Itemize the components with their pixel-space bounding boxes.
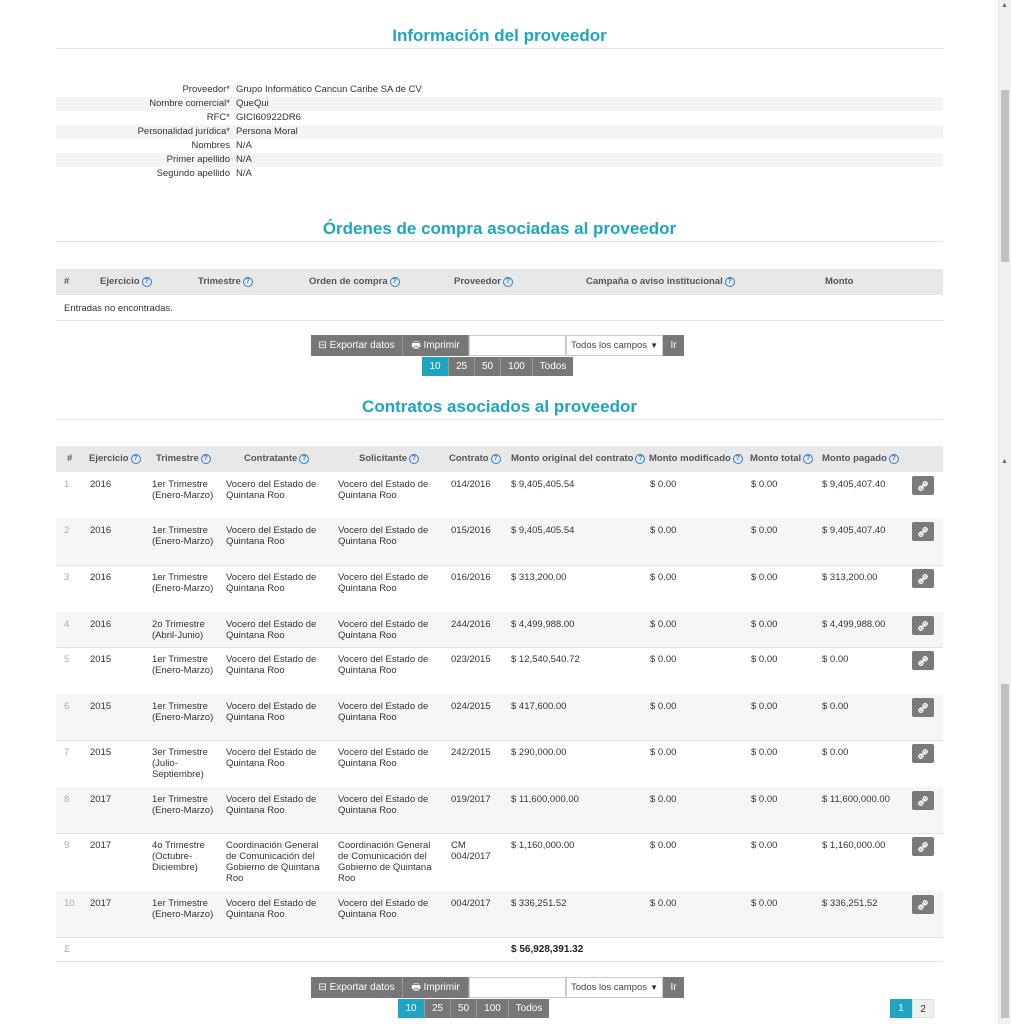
contract-trimestre: 1er Trimestre (Enero-Marzo)	[152, 479, 214, 501]
contract-monto-modificado: $ 0.00	[650, 794, 677, 805]
contracts-col-contratante-label: Contratante	[244, 453, 298, 464]
contract-contratante: Vocero del Estado de Quintana Roo	[226, 572, 317, 594]
contract-trimestre: 1er Trimestre (Enero-Marzo)	[152, 572, 214, 594]
contract-monto-pagado: $ 0.00	[822, 747, 849, 758]
page-size-50[interactable]: 50	[451, 999, 477, 1018]
view-contract-button[interactable]	[912, 616, 934, 635]
contract-ejercicio: 2016	[90, 619, 112, 630]
provider-info-label: Personalidad jurídica*	[137, 126, 230, 137]
print-button[interactable]	[403, 977, 469, 998]
orders-empty-row	[56, 296, 943, 321]
contracts-col-solicitante-label: Solicitante	[359, 453, 408, 464]
provider-info-row	[56, 125, 943, 139]
contracts-col-original-label: Monto original del contrato	[511, 453, 634, 464]
contracts-col-pagado-label: Monto pagado	[822, 453, 887, 464]
search-input[interactable]	[469, 977, 566, 998]
provider-info-label: RFC*	[206, 112, 230, 123]
printer-icon: 🖶	[411, 982, 424, 993]
link-icon	[918, 842, 928, 852]
contracts-table-header	[56, 446, 943, 472]
fields-select[interactable]	[566, 977, 663, 998]
contract-monto-total: $ 0.00	[751, 619, 778, 630]
orders-toolbar	[311, 335, 691, 356]
fields-select-value: Todos los campos	[571, 982, 648, 993]
contract-monto-pagado: $ 0.00	[822, 654, 849, 665]
contract-solicitante: Vocero del Estado de Quintana Roo	[338, 479, 429, 501]
view-contract-button[interactable]	[912, 837, 934, 856]
page-scrollbar[interactable]	[998, 0, 1011, 1024]
help-icon[interactable]: ?	[635, 454, 645, 464]
printer-icon: 🖶	[411, 340, 424, 351]
contract-monto-total: $ 0.00	[751, 525, 778, 536]
table-row	[56, 891, 943, 938]
contracts-col-trimestre-label: Trimestre	[156, 453, 199, 464]
contract-ejercicio: 2015	[90, 654, 112, 665]
contract-contratante: Vocero del Estado de Quintana Roo	[226, 654, 317, 676]
page-size-50[interactable]: 50	[475, 357, 501, 376]
orders-col-ejercicio[interactable]	[100, 269, 152, 295]
export-icon: ⊟	[318, 340, 330, 351]
provider-info-label: Nombre comercial*	[149, 98, 230, 109]
provider-info-label: Nombres	[191, 140, 230, 151]
contracts-title: Contratos asociados al proveedor	[56, 397, 943, 420]
contract-solicitante: Vocero del Estado de Quintana Roo	[338, 747, 429, 769]
contract-trimestre: 1er Trimestre (Enero-Marzo)	[152, 654, 214, 676]
help-icon[interactable]: ?	[142, 277, 152, 287]
page-size-25[interactable]: 25	[425, 999, 451, 1018]
contracts-col-modificado-label: Monto modificado	[649, 453, 731, 464]
help-icon[interactable]: ?	[725, 277, 735, 287]
link-icon	[918, 656, 928, 666]
page-1-button[interactable]: 1	[890, 999, 912, 1018]
contract-number: 023/2015	[451, 654, 491, 665]
contract-monto-total: $ 0.00	[751, 701, 778, 712]
contract-monto-original: $ 9,405,405.54	[511, 479, 575, 490]
link-icon	[918, 900, 928, 910]
contract-monto-modificado: $ 0.00	[650, 701, 677, 712]
provider-info-value: N/A	[236, 168, 252, 179]
provider-info-row	[56, 167, 943, 181]
export-icon: ⊟	[318, 982, 330, 993]
contracts-toolbar	[311, 977, 691, 998]
orders-col-campana[interactable]	[586, 269, 735, 295]
link-icon	[918, 703, 928, 713]
page-size-100[interactable]: 100	[501, 357, 533, 376]
orders-table-header	[56, 269, 943, 295]
dropdown-arrow-icon: ▼	[650, 983, 658, 992]
contract-trimestre: 1er Trimestre (Enero-Marzo)	[152, 701, 214, 723]
provider-info-label: Proveedor*	[182, 84, 230, 95]
contracts-col-total-label: Monto total	[750, 453, 802, 464]
contract-solicitante: Vocero del Estado de Quintana Roo	[338, 654, 429, 676]
contract-monto-modificado: $ 0.00	[650, 840, 677, 851]
link-icon	[918, 527, 928, 537]
view-contract-button[interactable]	[912, 476, 934, 495]
contract-monto-pagado: $ 11,600,000.00	[822, 794, 890, 805]
orders-col-orden[interactable]	[309, 269, 400, 295]
export-label: Exportar datos	[329, 340, 395, 351]
contracts-col-contratante[interactable]	[244, 446, 309, 472]
contract-solicitante: Vocero del Estado de Quintana Roo	[338, 619, 429, 641]
fields-select[interactable]	[566, 335, 663, 356]
orders-col-monto[interactable]: Monto	[825, 276, 854, 287]
contracts-col-trimestre[interactable]	[156, 446, 211, 472]
provider-info-title: Información del proveedor	[56, 26, 943, 49]
view-contract-button[interactable]	[912, 744, 934, 763]
provider-info-row	[56, 111, 943, 125]
contract-trimestre: 2o Trimestre (Abril-Junio)	[152, 619, 205, 641]
help-icon[interactable]: ?	[491, 454, 501, 464]
contract-monto-original: $ 11,600,000.00	[511, 794, 579, 805]
search-input[interactable]	[469, 335, 566, 356]
provider-info-value: QueQui	[236, 98, 269, 109]
contracts-col-total[interactable]	[750, 446, 813, 472]
contract-monto-modificado: $ 0.00	[650, 572, 677, 583]
provider-info-value: Grupo Informático Cancun Caribe SA de CV	[236, 84, 422, 95]
contract-ejercicio: 2017	[90, 794, 112, 805]
contract-monto-pagado: $ 4,499,988.00	[822, 619, 886, 630]
contract-number: 242/2015	[451, 747, 491, 758]
contract-monto-original: $ 4,499,988.00	[511, 619, 575, 630]
contracts-col-contrato-label: Contrato	[449, 453, 489, 464]
contract-contratante: Coordinación General de Comunicación del Gobierno de Quintana Roo	[226, 840, 320, 884]
contracts-col-contrato[interactable]	[449, 446, 501, 472]
contract-ejercicio: 2016	[90, 572, 112, 583]
contract-ejercicio: 2016	[90, 525, 112, 536]
table-row	[56, 472, 943, 519]
contract-solicitante: Coordinación General de Comunicación del Gobierno de Quintana Roo	[338, 840, 432, 884]
orders-col-trimestre[interactable]	[198, 269, 253, 295]
contract-monto-pagado: $ 0.00	[822, 701, 849, 712]
contract-monto-original: $ 336,251.52	[511, 898, 567, 909]
sum-symbol: Σ	[64, 944, 70, 955]
contract-monto-total: $ 0.00	[751, 654, 778, 665]
sum-total: $ 56,928,391.32	[511, 944, 584, 955]
view-contract-button[interactable]	[912, 651, 934, 670]
help-icon[interactable]: ?	[390, 277, 400, 287]
link-icon	[918, 574, 928, 584]
empty-message: Entradas no encontradas.	[64, 303, 173, 314]
contract-monto-pagado: $ 9,405,407.40	[822, 525, 886, 536]
print-label: Imprimir	[423, 982, 460, 993]
contract-monto-pagado: $ 313,200.00	[822, 572, 878, 583]
help-icon[interactable]: ?	[503, 277, 513, 287]
export-button[interactable]	[311, 977, 403, 998]
contract-contratante: Vocero del Estado de Quintana Roo	[226, 747, 317, 769]
contract-monto-original: $ 12,540,540.72	[511, 654, 580, 665]
page-size-25[interactable]: 25	[449, 357, 475, 376]
link-icon	[918, 481, 928, 491]
page-size-10[interactable]: 10	[422, 357, 449, 376]
contract-monto-total: $ 0.00	[751, 479, 778, 490]
provider-info-value: Persona Moral	[236, 126, 298, 137]
view-contract-button[interactable]	[912, 791, 934, 810]
print-label: Imprimir	[423, 340, 460, 351]
contract-number: CM 004/2017	[451, 840, 491, 862]
contract-monto-modificado: $ 0.00	[650, 654, 677, 665]
contract-ejercicio: 2015	[90, 701, 112, 712]
provider-info-row	[56, 153, 943, 167]
orders-col-proveedor-label: Proveedor	[454, 276, 501, 287]
contract-index: 2	[64, 525, 70, 536]
help-icon[interactable]: ?	[243, 277, 253, 287]
contracts-col-solicitante[interactable]	[359, 446, 419, 472]
export-button[interactable]	[311, 335, 403, 356]
contract-monto-modificado: $ 0.00	[650, 525, 677, 536]
contract-contratante: Vocero del Estado de Quintana Roo	[226, 479, 317, 501]
contract-index: 6	[64, 701, 70, 712]
contract-monto-original: $ 417,600.00	[511, 701, 567, 712]
orders-title: Órdenes de compra asociadas al proveedor	[56, 219, 943, 242]
view-contract-button[interactable]	[912, 569, 934, 588]
help-icon[interactable]: ?	[131, 454, 141, 464]
orders-col-index[interactable]: #	[64, 276, 70, 287]
table-row	[56, 694, 943, 741]
contract-number: 019/2017	[451, 794, 491, 805]
scrollbar-thumb-upper[interactable]	[1001, 90, 1009, 262]
table-row	[56, 787, 943, 834]
provider-info-value: N/A	[236, 140, 252, 151]
contract-monto-modificado: $ 0.00	[650, 479, 677, 490]
link-icon	[918, 621, 928, 631]
provider-info-label: Segundo apellido	[156, 168, 230, 179]
contract-contratante: Vocero del Estado de Quintana Roo	[226, 898, 317, 920]
table-row	[56, 518, 943, 566]
help-icon[interactable]: ?	[803, 454, 813, 464]
contracts-sum-row	[56, 937, 943, 962]
help-icon[interactable]: ?	[733, 454, 743, 464]
help-icon[interactable]: ?	[201, 454, 211, 464]
table-row	[56, 612, 943, 648]
contract-contratante: Vocero del Estado de Quintana Roo	[226, 525, 317, 547]
contract-index: 3	[64, 572, 70, 583]
contracts-col-modificado[interactable]	[649, 446, 743, 472]
go-button[interactable]: Ir	[663, 977, 684, 998]
contract-index: 7	[64, 747, 70, 758]
contract-solicitante: Vocero del Estado de Quintana Roo	[338, 701, 429, 723]
contract-index: 10	[64, 898, 75, 909]
provider-info-label: Primer apellido	[166, 154, 230, 165]
view-contract-button[interactable]	[912, 895, 934, 914]
provider-info-row	[56, 83, 943, 97]
contract-trimestre: 1er Trimestre (Enero-Marzo)	[152, 525, 214, 547]
contract-contratante: Vocero del Estado de Quintana Roo	[226, 619, 317, 641]
contract-ejercicio: 2016	[90, 479, 112, 490]
contract-monto-pagado: $ 1,160,000.00	[822, 840, 886, 851]
contract-monto-modificado: $ 0.00	[650, 898, 677, 909]
orders-col-trimestre-label: Trimestre	[198, 276, 241, 287]
view-contract-button[interactable]	[912, 698, 934, 717]
contract-monto-modificado: $ 0.00	[650, 619, 677, 630]
contract-ejercicio: 2015	[90, 747, 112, 758]
dropdown-arrow-icon: ▼	[650, 341, 658, 350]
contract-monto-modificado: $ 0.00	[650, 747, 677, 758]
orders-col-proveedor[interactable]	[454, 269, 513, 295]
contract-monto-original: $ 9,405,405.54	[511, 525, 575, 536]
scroll-up-arrow-icon[interactable]: ▲	[1001, 458, 1008, 465]
contract-monto-pagado: $ 9,405,407.40	[822, 479, 886, 490]
contract-contratante: Vocero del Estado de Quintana Roo	[226, 794, 317, 816]
contract-trimestre: 1er Trimestre (Enero-Marzo)	[152, 794, 214, 816]
provider-info-value: N/A	[236, 154, 252, 165]
page-size-10[interactable]: 10	[398, 999, 425, 1018]
contract-number: 244/2016	[451, 619, 491, 630]
contract-monto-total: $ 0.00	[751, 794, 778, 805]
page-2-button[interactable]: 2	[912, 999, 934, 1018]
contract-solicitante: Vocero del Estado de Quintana Roo	[338, 794, 429, 816]
link-icon	[918, 749, 928, 759]
contract-number: 014/2016	[451, 479, 491, 490]
orders-col-campana-label: Campaña o aviso institucional	[586, 276, 723, 287]
help-icon[interactable]: ?	[409, 454, 419, 464]
contract-number: 015/2016	[451, 525, 491, 536]
orders-col-orden-label: Orden de compra	[309, 276, 388, 287]
provider-info-value: GICI60922DR6	[236, 112, 301, 123]
table-row	[56, 833, 943, 892]
contract-monto-total: $ 0.00	[751, 840, 778, 851]
contract-contratante: Vocero del Estado de Quintana Roo	[226, 701, 317, 723]
provider-info-row	[56, 97, 943, 111]
contract-ejercicio: 2017	[90, 840, 112, 851]
contract-monto-total: $ 0.00	[751, 898, 778, 909]
contract-monto-total: $ 0.00	[751, 747, 778, 758]
contract-solicitante: Vocero del Estado de Quintana Roo	[338, 898, 429, 920]
export-label: Exportar datos	[329, 982, 395, 993]
contract-index: 4	[64, 619, 70, 630]
page-size-100[interactable]: 100	[477, 999, 509, 1018]
contract-ejercicio: 2017	[90, 898, 112, 909]
table-row	[56, 647, 943, 695]
provider-info-row	[56, 139, 943, 153]
contracts-col-ejercicio[interactable]	[89, 446, 141, 472]
contract-number: 004/2017	[451, 898, 491, 909]
contract-index: 5	[64, 654, 70, 665]
help-icon[interactable]: ?	[299, 454, 309, 464]
orders-col-ejercicio-label: Ejercicio	[100, 276, 140, 287]
table-row	[56, 740, 943, 788]
contract-index: 1	[64, 479, 70, 490]
view-contract-button[interactable]	[912, 522, 934, 541]
contract-solicitante: Vocero del Estado de Quintana Roo	[338, 525, 429, 547]
go-button[interactable]: Ir	[663, 335, 684, 356]
scrollbar-thumb[interactable]	[1001, 684, 1009, 1018]
contract-index: 8	[64, 794, 70, 805]
contract-trimestre: 4o Trimestre (Octubre-Diciembre)	[152, 840, 205, 873]
link-icon	[918, 796, 928, 806]
contract-monto-pagado: $ 336,251.52	[822, 898, 878, 909]
table-row	[56, 565, 943, 613]
page-size-all[interactable]: Todos	[533, 357, 573, 376]
contracts-col-ejercicio-label: Ejercicio	[89, 453, 129, 464]
contracts-col-index[interactable]: #	[67, 453, 73, 464]
print-button[interactable]	[403, 335, 469, 356]
contract-trimestre: 3er Trimestre (Julio-Septiembre)	[152, 747, 208, 780]
contracts-col-pagado[interactable]	[822, 446, 899, 472]
contract-monto-original: $ 290,000.00	[511, 747, 567, 758]
contracts-col-original[interactable]	[511, 446, 645, 472]
contract-monto-total: $ 0.00	[751, 572, 778, 583]
contract-monto-original: $ 1,160,000.00	[511, 840, 575, 851]
contract-number: 016/2016	[451, 572, 491, 583]
help-icon[interactable]: ?	[889, 454, 899, 464]
contract-monto-original: $ 313,200.00	[511, 572, 567, 583]
contract-index: 9	[64, 840, 70, 851]
page-size-all[interactable]: Todos	[509, 999, 549, 1018]
contract-number: 024/2015	[451, 701, 491, 712]
contract-solicitante: Vocero del Estado de Quintana Roo	[338, 572, 429, 594]
fields-select-value: Todos los campos	[571, 340, 648, 351]
contract-trimestre: 1er Trimestre (Enero-Marzo)	[152, 898, 214, 920]
scroll-up-arrow-icon[interactable]: ▲	[1001, 2, 1008, 9]
